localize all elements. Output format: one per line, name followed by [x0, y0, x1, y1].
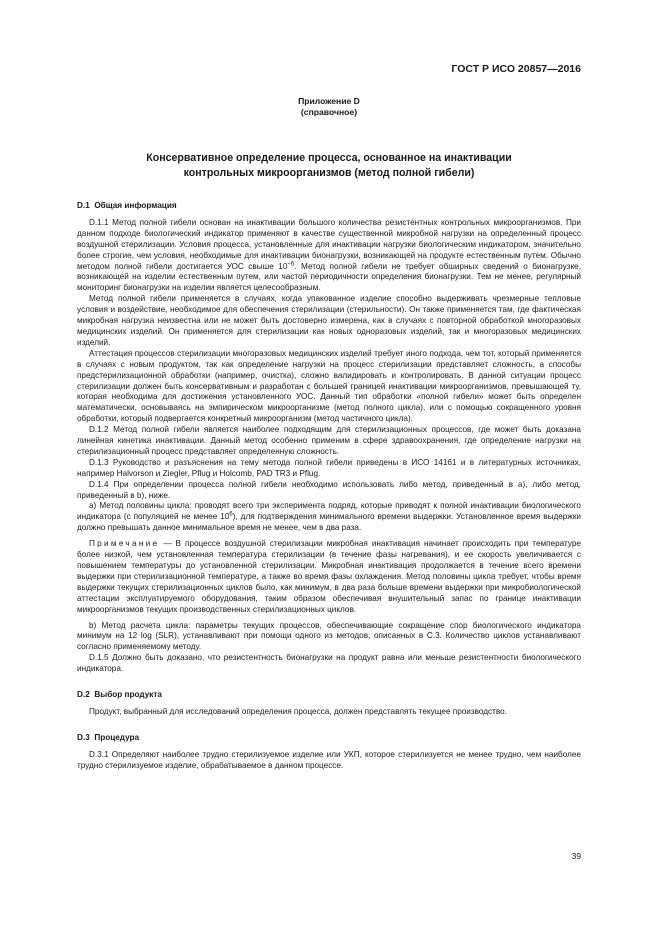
paragraph-d1-5: D.1.5 Должно быть доказано, что резистентность бионагрузки на продукт равна или меньше резистентности биологического индикатора. [77, 653, 581, 674]
paragraph-d2: Продукт, выбранный для исследований определения процесса, должен представлять текущее производство. [89, 706, 507, 716]
paragraph-half-cycle: а) Метод половины цикла: проводят всего три эксперимента подряд, которые приводят к полной инактивации биологического индикатора (с популяцией не менее $10^6$), для подтверждения минимального времени выдержки. Установленное время выдержки должно превышать данное минимальное время не менее, чем в два раза. [77, 501, 581, 533]
note-label: Примечание [89, 539, 160, 549]
appendix-type: (справочное) [300, 107, 358, 117]
appendix-label: Приложение D [298, 96, 360, 106]
section-heading-d2: D.2 Выбор продукта [77, 690, 162, 700]
page-number: 39 [571, 851, 581, 861]
document-title [77, 151, 581, 181]
paragraph-d1-1-reusable: Аттестация процессов стерилизации многоразовых медицинских изделий требует иного подхода, чем тот, который применяется в случаях с новым продуктом, так как определение нагрузки на процесс стерилизации представляет сложность, а способы предстерилизационной обработки (например, очистка), сложно валидировать и контролировать. В данной ситуации процесс стерилизации должен быть консервативным и разработан с большей границей инактивации микроорганизмов, превышающей ту, которая необходима для достижения установленного УОС. Данный тип обработки «полной гибели» может быть определен математически, основываясь на эмпирическом микроорганизме (метод полного цикла), или с помощью сокращенного уровня обработки, который подвергается конкретный микроорганизм (метод частичного цикла). [77, 348, 581, 424]
paragraph-d1-4: D.1.4 При определении процесса полной гибели необходимо использовать либо метод, приведенный в а), либо метод, приведенный в b), ниже. [77, 479, 581, 500]
section-heading-d1: D.1 Общая информация [77, 201, 177, 210]
note: Примечание — В процессе воздушной стерилизации микробная инактивация начинает происходить при температуре более низкой, чем установленная температура стерилизации (в течение фазы нагревания), и ее скорость увеличивается с повышением температуры до установленной стерилизации. Микробная инактивация продолжается в течение всего времени выдержки при стерилизационной температуре, а также во время фазы охлаждения. Метод половины цикла требует, чтобы время выдержки текущих стерилизационных циклов было, как минимум, в два раза больше времени выдержки при микробиологической аттестации эксплуатируемого оборудования, таким образом обеспечивая внушительный запас по границе инактивации микроорганизмов текущих производственных стерилизационных циклов. [77, 539, 581, 614]
paragraph-cycle-calculation: b) Метод расчета цикла: параметры текущих процессов, обеспечивающие сокращение спор биологического индикатора минимум на 12 log (SLR), устанавливают при помощи одного из методов, описанных в С.3. Количество циклов устанавливают согласно применяемому методу. [77, 620, 581, 652]
standard-designation: ГОСТ Р ИСО 20857—2016 [451, 63, 581, 75]
paragraph-d1-3: D.1.3 Руководство и разъяснения на тему метода полной гибели приведены в ИСО 14161 и в литературных источниках, например Halvorson и Ziegler, Pflug и Holcomb, PAD TR3 и Pflug. [77, 457, 581, 478]
paragraph-d3-1: D.3.1 Определяют наиболее трудно стерилизуемое изделие или УКП, которое стерилизуется не менее трудно, чем наиболее трудно стерилизуемое изделие, обрабатываемое в данном процессе. [77, 749, 581, 770]
paragraph-d1-1-overkill-use: Метод полной гибели применяется в случаях, когда упакованное изделие способно выдерживать чрезмерные тепловые условия и воздействие, необходимое для обеспечения стерилизации (стерильности). Он также применяется там, где фактическая микробная нагрузка неизвестна или не может быть достоверно измерена, как в случаях с повторной обработкой многоразовых медицинских изделий. Он применяется для стерилизации как новых одноразовых изделий, так и многоразовых медицинских изделий. [77, 294, 581, 347]
appendix-heading [77, 96, 581, 118]
paragraph-d1-1: D.1.1 Метод полной гибели основан на инактивации большого количества резистентных контрольных микроорганизмов. При данном подходе биологический индикатор применяют в качестве существенной микробной нагрузки на определенный процесс воздушной стерилизации. Условия процесса, установленные для инактивации нагрузки биологическим индикатором, значительно более строгие, чем условия, необходимые для инактивации бионагрузки, возникающей на продукте естественным путем. Обычно методом полной гибели достигается УОС свыше $10^{-6}$. Метод полной гибели не требует обширных сведений о бионагрузке, возникающей на изделии естественным путем, или частой периодичности определения бионагрузки. Тем не менее, регулярный мониторинг бионагрузки на изделии является целесообразным. [77, 217, 581, 293]
section-heading-d3: D.3 Процедура [77, 732, 140, 742]
paragraph-d1-2: D.1.2 Метод полной гибели является наиболее подходящим для стерилизационных процессов, где может быть доказана линейная кинетика инактивации. Данный метод особенно применим в сфере здравоохранения, где определение нагрузки на стерилизационный процесс представляет определенную сложность. [77, 425, 581, 456]
title-line-1: Консервативное определение процесса, основанное на инактивации [146, 152, 512, 164]
title-line-2: контрольных микроорганизмов (метод полной гибели) [183, 167, 475, 179]
